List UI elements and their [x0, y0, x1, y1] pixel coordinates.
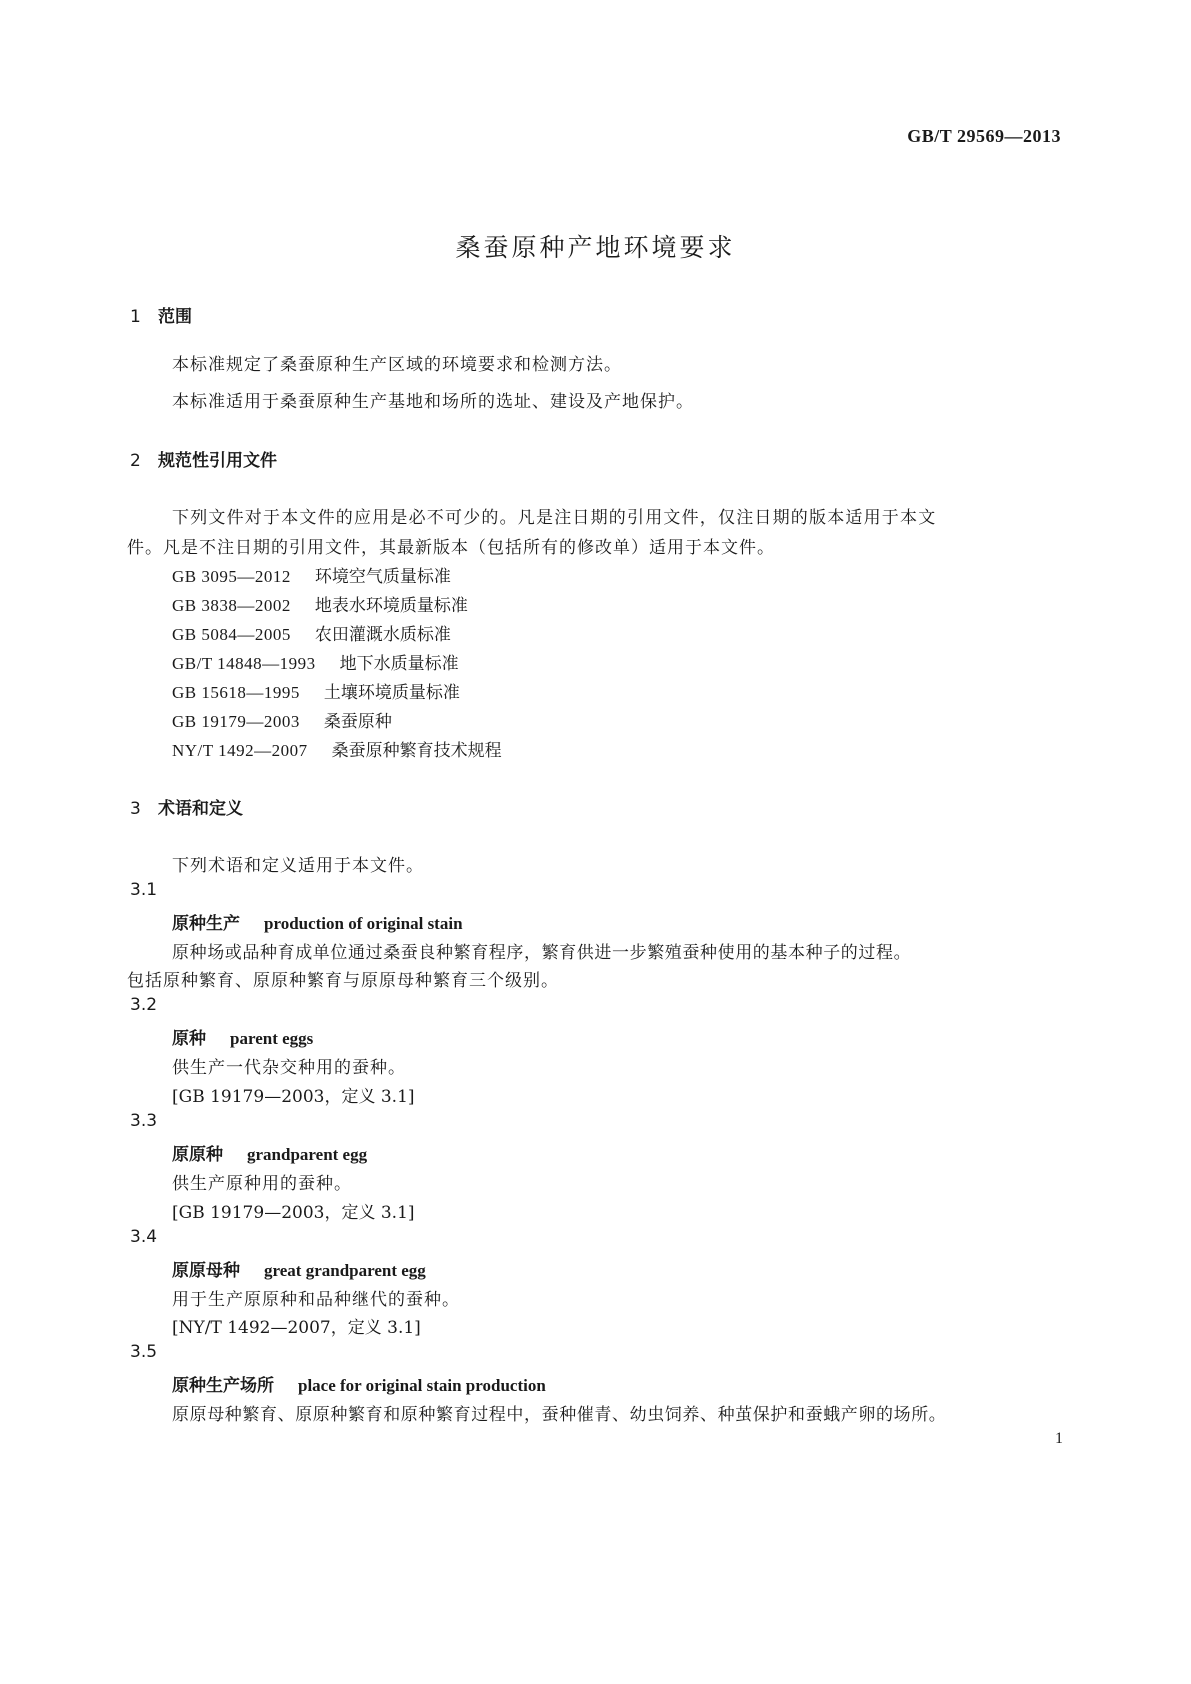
standard-code: GB/T 29569—2013 [907, 126, 1061, 146]
document-title: 桑蚕原种产地环境要求 [455, 233, 736, 262]
term-definition: 供生产一代杂交种用的蚕种。 [172, 1058, 406, 1078]
section-title: 范围 [158, 307, 192, 327]
section-2-heading [130, 446, 277, 471]
reference-code: GB 19179—2003 [172, 712, 300, 731]
term-heading [172, 1024, 313, 1049]
term-name-en: production of original stain [264, 914, 463, 933]
reference-title: 地下水质量标准 [339, 654, 459, 674]
term-name-zh: 原种 [172, 1029, 206, 1049]
term-name-zh: 原种生产场所 [172, 1376, 274, 1396]
term-definition: 供生产原种用的蚕种。 [172, 1174, 352, 1194]
section-1-heading [130, 302, 192, 327]
reference-title: 环境空气质量标准 [314, 567, 451, 587]
normative-reference [172, 707, 392, 732]
term-source: [NY/T 1492—2007，定义 3.1] [172, 1318, 421, 1338]
term-definition: 原原母种繁育、原原种繁育和原种繁育过程中，蚕种催青、幼虫饲养、种茧保护和蚕蛾产卵的场所。 [172, 1405, 947, 1425]
term-number: 3.5 [130, 1342, 158, 1362]
term-number: 3.1 [130, 880, 158, 900]
term-name-en: great grandparent egg [264, 1261, 426, 1280]
reference-code: GB/T 14848—1993 [172, 654, 316, 673]
reference-code: GB 5084—2005 [172, 625, 291, 644]
term-definition: 原种场或品种育成单位通过桑蚕良种繁育程序，繁育供进一步繁殖蚕种使用的基本种子的过程。 [172, 943, 912, 963]
section-title: 规范性引用文件 [158, 451, 277, 471]
term-source: [GB 19179—2003，定义 3.1] [172, 1087, 415, 1107]
normative-reference [172, 591, 468, 616]
paragraph: 下列文件对于本文件的应用是必不可少的。凡是注日期的引用文件，仅注日期的版本适用于本文 [172, 508, 937, 528]
term-name-zh: 原种生产 [172, 914, 240, 934]
term-name-zh: 原原母种 [172, 1261, 240, 1281]
reference-code: NY/T 1492—2007 [172, 741, 308, 760]
section-3-heading [130, 794, 243, 819]
reference-code: GB 3095—2012 [172, 567, 291, 586]
reference-title: 农田灌溉水质标准 [314, 625, 451, 645]
reference-title: 桑蚕原种繁育技术规程 [331, 741, 502, 761]
term-name-en: place for original stain production [298, 1376, 546, 1395]
section-number: 1 [130, 307, 141, 327]
term-definition: 用于生产原原种和品种继代的蚕种。 [172, 1290, 460, 1310]
paragraph-continuation: 件。凡是不注日期的引用文件，其最新版本（包括所有的修改单）适用于本文件。 [127, 538, 775, 558]
reference-title: 地表水环境质量标准 [314, 596, 468, 616]
term-source: [GB 19179—2003，定义 3.1] [172, 1203, 415, 1223]
term-heading [172, 1140, 367, 1165]
page-number: 1 [1055, 1430, 1063, 1447]
term-definition-continuation: 包括原种繁育、原原种繁育与原原母种繁育三个级别。 [127, 971, 559, 991]
term-heading [172, 1256, 426, 1281]
paragraph: 下列术语和定义适用于本文件。 [172, 856, 424, 876]
term-number: 3.2 [130, 995, 158, 1015]
reference-title: 土壤环境质量标准 [323, 683, 460, 703]
normative-reference [172, 562, 451, 587]
section-number: 2 [130, 451, 141, 471]
term-name-en: grandparent egg [247, 1145, 368, 1164]
term-heading [172, 1371, 546, 1396]
paragraph: 本标准适用于桑蚕原种生产基地和场所的选址、建设及产地保护。 [172, 392, 694, 412]
term-number: 3.4 [130, 1227, 158, 1247]
paragraph: 本标准规定了桑蚕原种生产区域的环境要求和检测方法。 [172, 355, 622, 375]
term-heading [172, 909, 463, 934]
term-name-zh: 原原种 [172, 1145, 223, 1165]
section-title: 术语和定义 [158, 799, 243, 819]
normative-reference [172, 620, 451, 645]
normative-reference [172, 678, 460, 703]
reference-code: GB 15618—1995 [172, 683, 300, 702]
section-number: 3 [130, 799, 141, 819]
normative-reference [172, 649, 459, 674]
term-name-en: parent eggs [230, 1029, 314, 1048]
term-number: 3.3 [130, 1111, 158, 1131]
normative-reference [172, 736, 502, 761]
reference-title: 桑蚕原种 [323, 712, 392, 732]
reference-code: GB 3838—2002 [172, 596, 291, 615]
